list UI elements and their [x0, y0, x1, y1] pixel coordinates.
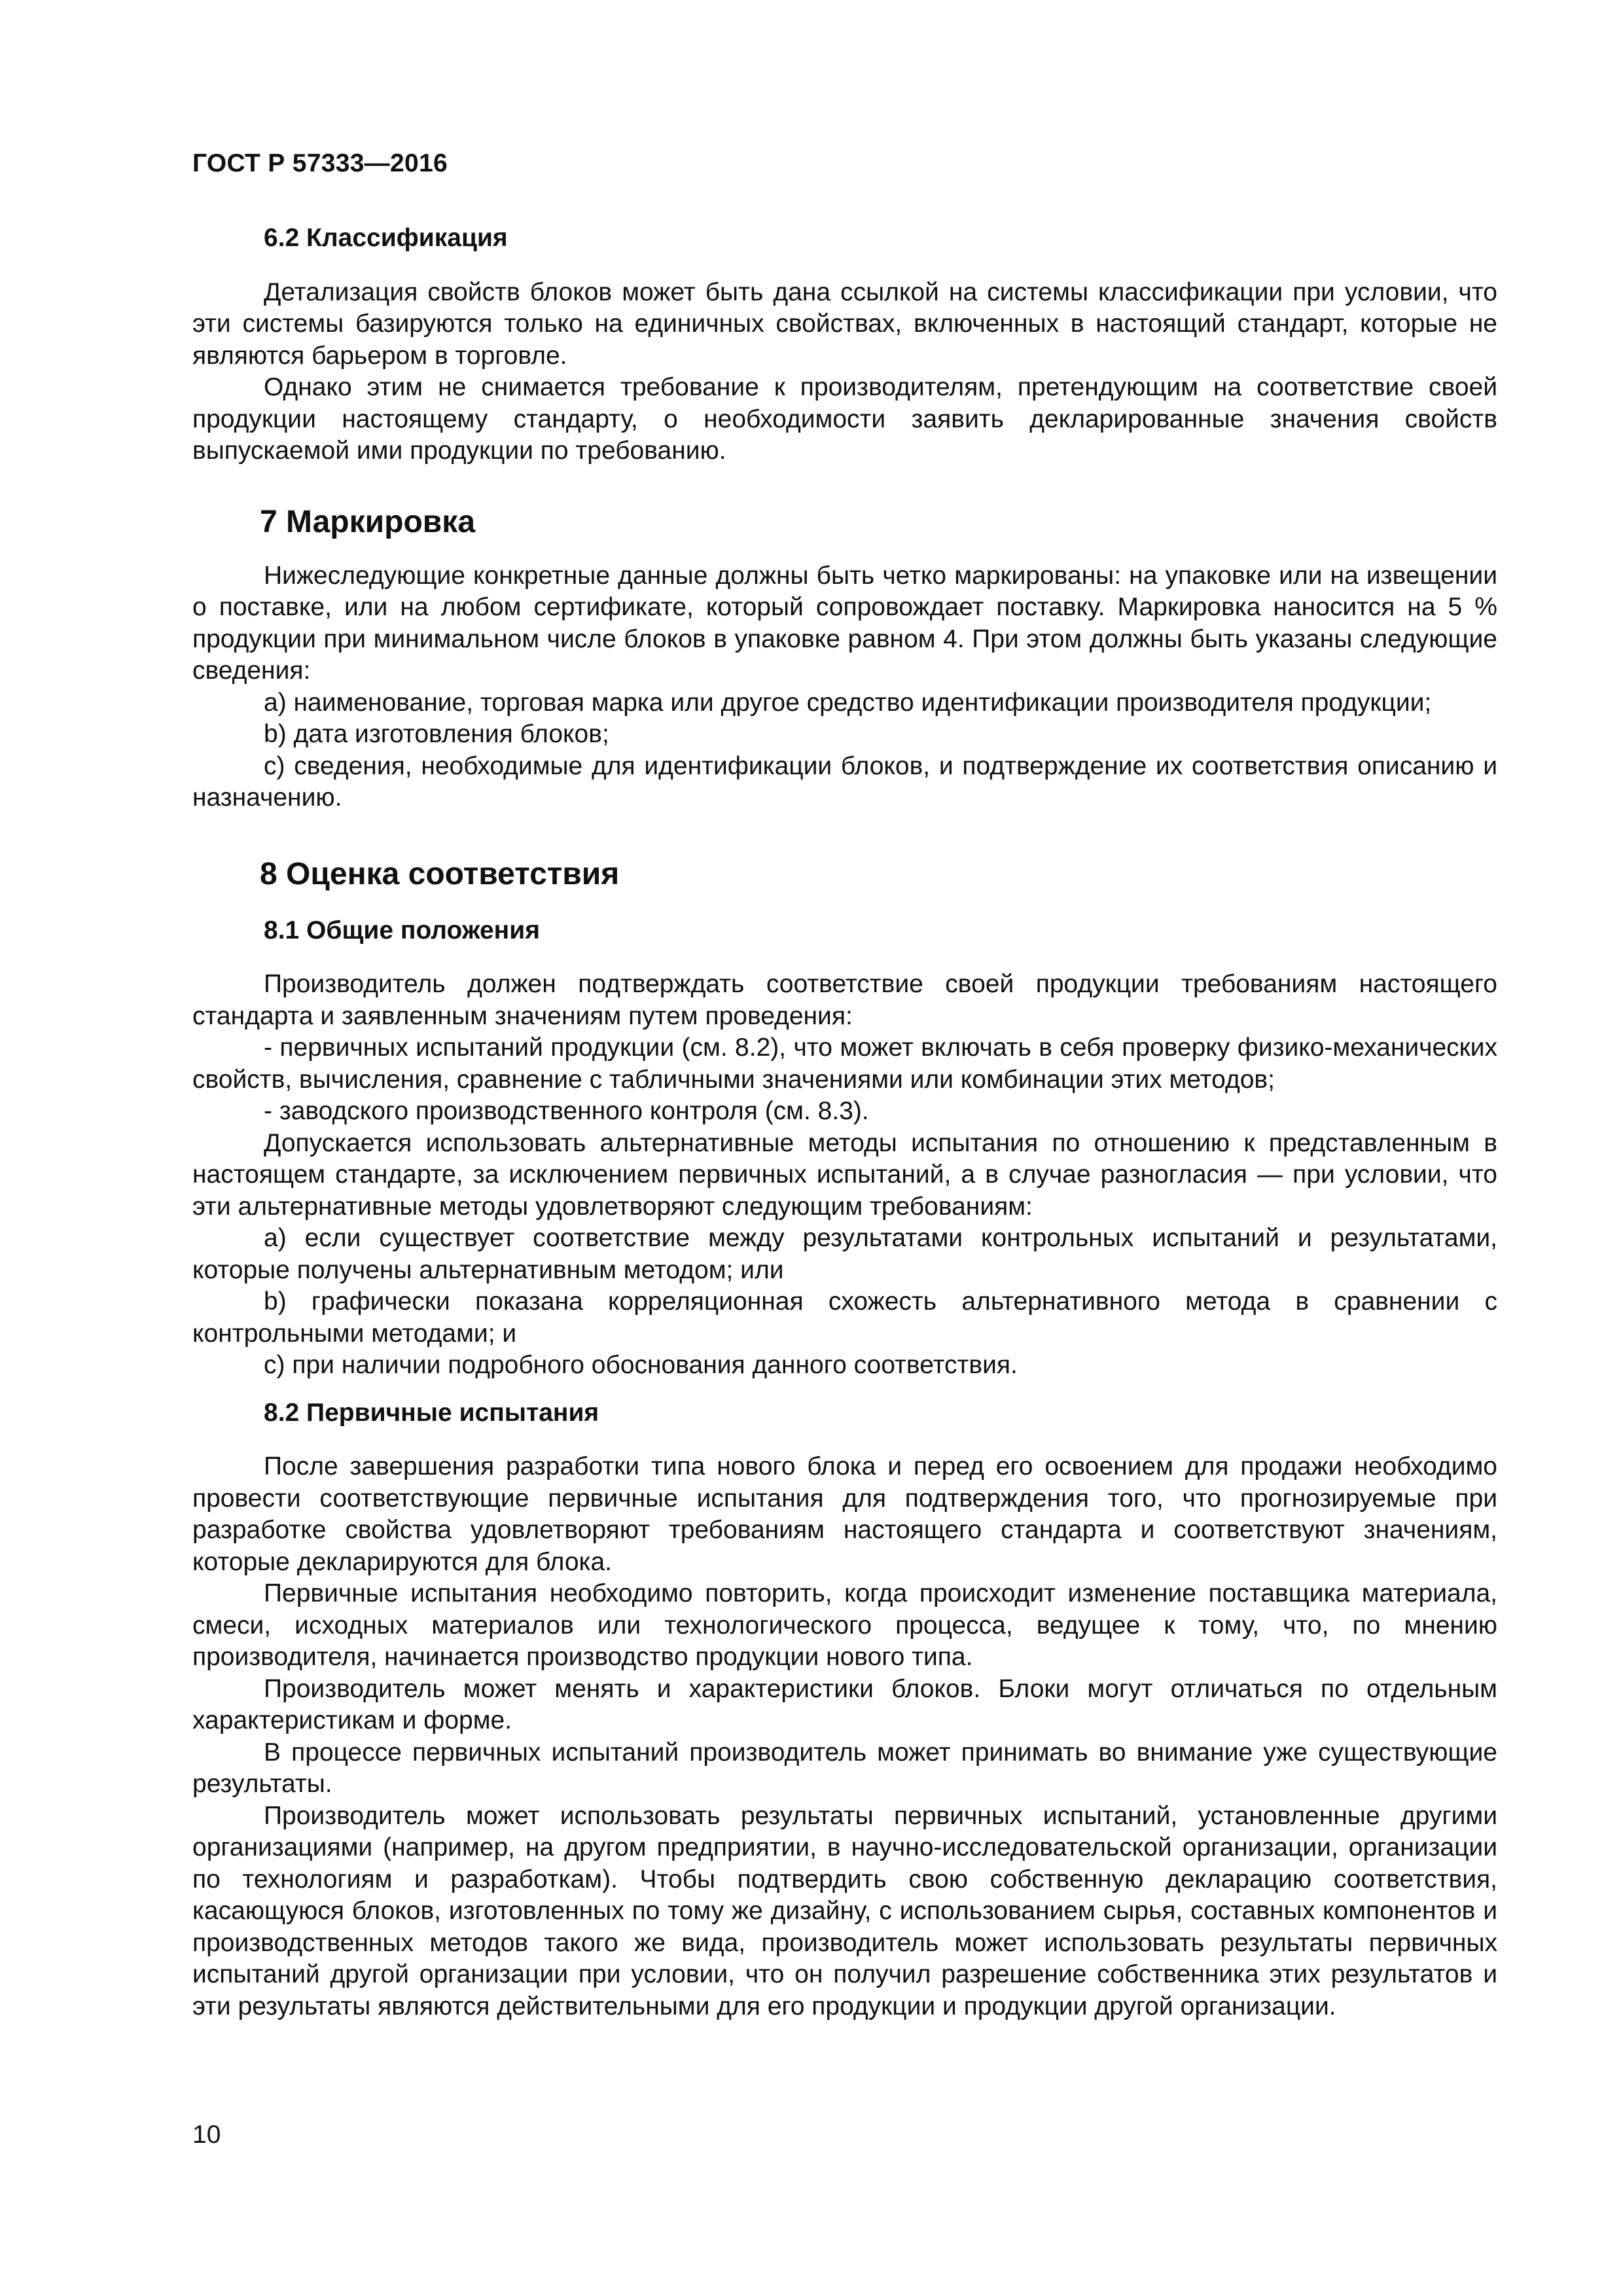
list-item: b) дата изготовления блоков;: [264, 720, 609, 748]
document-code-header: ГОСТ Р 57333—2016: [192, 149, 448, 177]
list-item: - заводского производственного контроля (см. 8.3).: [264, 1097, 869, 1125]
section-7-heading: 7 Маркировка: [260, 504, 476, 539]
section-8-2-heading: 8.2 Первичные испытания: [264, 1398, 599, 1427]
paragraph: В процессе первичных испытаний производитель может принимать во внимание уже существующие результаты.: [192, 1738, 1497, 1798]
paragraph: После завершения разработки типа нового блока и перед его освоением для продажи необходимо провести соответствующие первичные испытания для подтверждения того, что прогнозируемые при разработке свойства удовлетворяют требованиям настоящего стандарта и соответствуют значениям, которые декларируются для блока.: [192, 1452, 1497, 1576]
document-body: [192, 223, 1497, 2022]
page-number: 10: [192, 2121, 221, 2149]
paragraph: Допускается использовать альтернативные методы испытания по отношению к представленным в настоящем стандарте, за исключением первичных испытаний, а в случае разногласия — при условии, что эти альтернативные методы удовлетворяют следующим требованиям:: [192, 1128, 1497, 1221]
paragraph: Первичные испытания необходимо повторить, когда происходит изменение поставщика материала, смеси, исходных материалов или технологического процесса, ведущее к тому, что, по мнению производителя, начинается производство продукции нового типа.: [192, 1579, 1497, 1671]
section-6-2-heading: 6.2 Классификация: [264, 224, 508, 252]
list-item: c) при наличии подробного обоснования данного соответствия.: [264, 1351, 1018, 1379]
paragraph: Производитель может менять и характеристики блоков. Блоки могут отличаться по отдельным характеристикам и форме.: [192, 1674, 1497, 1734]
paragraph: Производитель может использовать результаты первичных испытаний, установленные другими организациями (например, на другом предприятии, в научно-исследовательской организации, организации по технологиям и разработкам). Чтобы подтвердить свою собственную декларацию соответствия, касающуюся блоков, изготовленных по тому же дизайну, с использованием сырья, составных компонентов и производственных методов такого же вида, производитель может использовать результаты первичных испытаний другой организации при условии, что он получил разрешение собственника этих результатов и эти результаты являются действительными для его продукции и продукции другой организации.: [192, 1801, 1497, 2020]
section-8-heading: 8 Оценка соответствия: [260, 856, 620, 891]
list-item: c) сведения, необходимые для идентификации блоков, и подтверждение их соответствия описанию и назначению.: [192, 751, 1497, 812]
paragraph: Однако этим не снимается требование к производителям, претендующим на соответствие своей продукции настоящему стандарту, о необходимости заявить декларированные значения свойств выпускаемой ими продукции по требованию.: [192, 373, 1497, 465]
list-item: b) графически показана корреляционная схожесть альтернативного метода в сравнении с контрольными методами; и: [192, 1287, 1497, 1348]
list-item: - первичных испытаний продукции (см. 8.2), что может включать в себя проверку физико-механических свойств, вычисления, сравнение с табличными значениями или комбинации этих методов;: [192, 1033, 1497, 1094]
paragraph: Производитель должен подтверждать соответствие своей продукции требованиям настоящего стандарта и заявленным значениям путем проведения:: [192, 970, 1497, 1030]
list-item: a) если существует соответствие между результатами контрольных испытаний и результатами, которые получены альтернативным методом; или: [192, 1224, 1497, 1284]
section-8-1-heading: 8.1 Общие положения: [264, 916, 540, 944]
paragraph: Нижеследующие конкретные данные должны быть четко маркированы: на упаковке или на извещении о поставке, или на любом сертификате, который сопровождает поставку. Маркировка наносится на 5 % продукции при минимальном числе блоков в упаковке равном 4. При этом должны быть указаны следующие сведения:: [192, 561, 1497, 685]
list-item: a) наименование, торговая марка или другое средство идентификации производителя продукции;: [264, 688, 1432, 717]
paragraph: Детализация свойств блоков может быть дана ссылкой на системы классификации при условии, что эти системы базируются только на единичных свойствах, включенных в настоящий стандарт, которые не являются барьером в торговле.: [192, 278, 1497, 370]
